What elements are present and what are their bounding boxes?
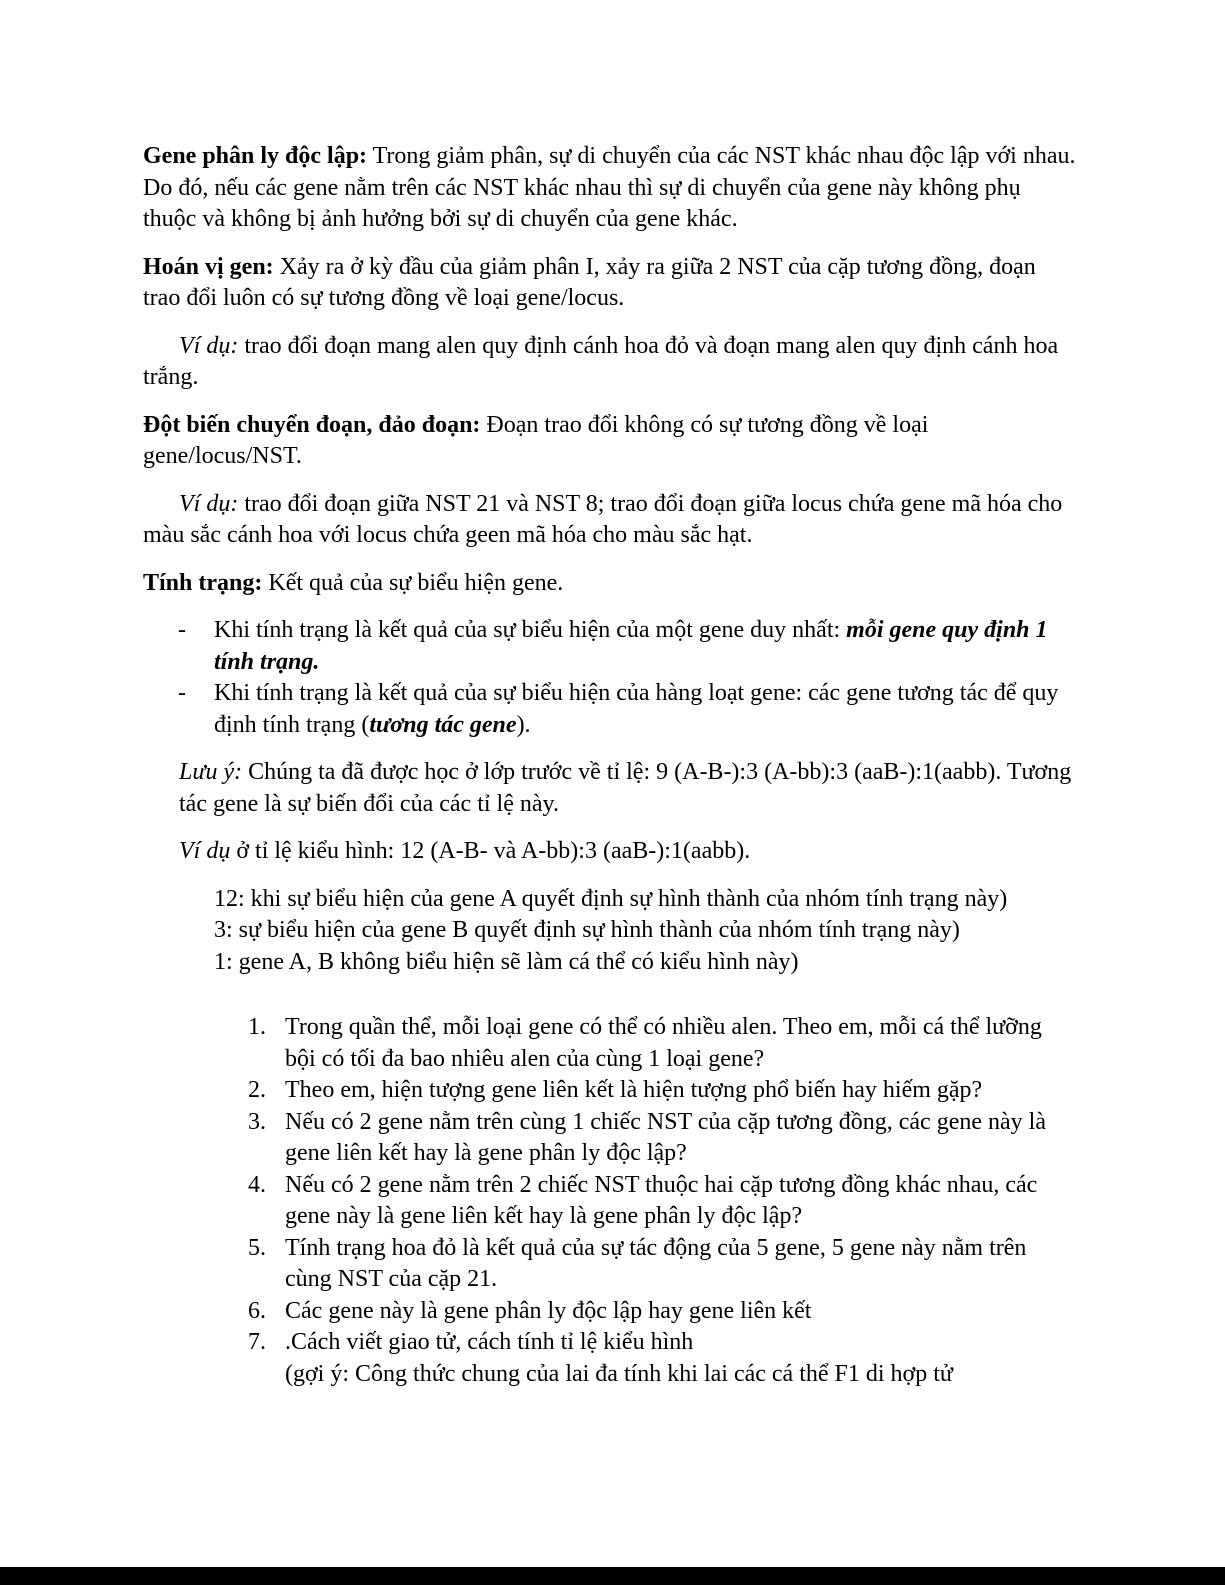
- question-item: [143, 1327, 1078, 1390]
- question-number: 3.: [248, 1108, 266, 1135]
- definition-crossover: Xảy ra ở kỳ đầu của giảm phân I, xảy ra giữa 2 NST của cặp tương đồng, đoạn trao đổi luôn có sự tương đồng về loại gene/locus.: [143, 253, 1036, 311]
- question-text: Theo em, hiện tượng gene liên kết là hiện tượng phổ biến hay hiếm gặp?: [285, 1077, 983, 1103]
- example-text: trao đổi đoạn mang alen quy định cánh hoa đỏ và đoạn mang alen quy định cánh hoa trắng.: [143, 332, 1059, 390]
- definition-mutation: Đoạn trao đổi không có sự tương đồng về loại gene/locus/NST.: [143, 411, 929, 469]
- question-number: 4.: [248, 1171, 266, 1198]
- trait-bullet-list: [143, 615, 1078, 741]
- question-text: Nếu có 2 gene nằm trên 2 chiếc NST thuộc hai cặp tương đồng khác nhau, các gene này là gene liên kết hay là gene phân ly độc lập?: [285, 1171, 1038, 1229]
- bullet-text: Khi tính trạng là kết quả của sự biểu hiện của hàng loạt gene: các gene tương tác để quy định tính trạng (: [214, 680, 1059, 738]
- question-number: 2.: [248, 1077, 266, 1103]
- term-mutation: Đột biến chuyển đoạn, đảo đoạn:: [143, 411, 481, 438]
- ratio-explanation-lines: [214, 884, 1078, 979]
- example-text: ở tỉ lệ kiểu hình: 12 (A-B- và A-bb):3 (aaB-):1(aabb).: [230, 838, 751, 864]
- question-item: [143, 1075, 1078, 1107]
- question-text: .Cách viết giao tử, cách tính tỉ lệ kiểu hình: [285, 1329, 694, 1355]
- ratio-line: 1: gene A, B không biểu hiện sẽ làm cá thể có kiểu hình này): [214, 948, 799, 975]
- paragraph-mutation: [143, 410, 1078, 473]
- question-list: [143, 1012, 1078, 1390]
- question-item: [143, 1012, 1078, 1075]
- example-label: Ví dụ:: [179, 332, 239, 359]
- question-text: Trong quần thể, mỗi loại gene có thể có nhiều alen. Theo em, mỗi cá thể lưỡng bội có tối đa bao nhiêu alen của cùng 1 loại gene?: [285, 1014, 1042, 1072]
- question-item: [143, 1170, 1078, 1233]
- list-item: [143, 678, 1078, 741]
- question-hint: (gợi ý: Công thức chung của lai đa tính khi lai các cá thể F1 di hợp tử: [285, 1360, 953, 1387]
- question-text: Tính trạng hoa đỏ là kết quả của sự tác động của 5 gene, 5 gene này nằm trên cùng NST của cặp 21.: [285, 1234, 1027, 1292]
- bullet-emphasis: tương tác gene: [369, 711, 517, 738]
- bullet-emphasis: mỗi gene quy định 1 tính trạng.: [214, 617, 1048, 675]
- bullet-text: Khi tính trạng là kết quả của sự biểu hiện của một gene duy nhất:: [214, 617, 847, 643]
- term-crossover: Hoán vị gen:: [143, 253, 274, 280]
- dash-marker: -: [178, 617, 186, 643]
- term-trait: Tính trạng:: [143, 569, 263, 596]
- question-item: [143, 1233, 1078, 1296]
- page-bottom-border: [0, 1567, 1225, 1585]
- question-text: Các gene này là gene phân ly độc lập hay gene liên kết: [285, 1297, 812, 1324]
- example-label: Ví dụ: [179, 838, 231, 864]
- note-text: Chúng ta đã được học ở lớp trước về tỉ lệ: 9 (A-B-):3 (A-bb):3 (aaB-):1(aabb). Tương tác gene là sự biến đổi của các tỉ lệ này.: [179, 759, 1072, 817]
- bullet-tail: ).: [516, 711, 531, 738]
- question-item: [143, 1296, 1078, 1328]
- question-item: [143, 1107, 1078, 1170]
- paragraph-trait: [143, 568, 1078, 600]
- term-independent-assortment: Gene phân ly độc lập:: [143, 143, 368, 169]
- definition-independent-assortment: Trong giảm phân, sự di chuyển của các NST khác nhau độc lập với nhau. Do đó, nếu các gene nằm trên các NST khác nhau thì sự di chuyển của gene này không phụ thuộc và không bị ảnh hưởng bởi sự di chuyển của gene khác.: [143, 143, 1076, 232]
- paragraph-mutation-example: [143, 489, 1078, 552]
- paragraph-note: [179, 757, 1078, 820]
- document-page: [143, 141, 1078, 1390]
- dash-marker: -: [178, 680, 186, 706]
- question-number: 6.: [248, 1297, 266, 1324]
- ratio-line: 12: khi sự biểu hiện của gene A quyết định sự hình thành của nhóm tính trạng này): [214, 885, 1008, 912]
- paragraph-ratio-example: [179, 836, 1078, 868]
- question-number: 7.: [248, 1329, 266, 1355]
- ratio-line: 3: sự biểu hiện của gene B quyết định sự hình thành của nhóm tính trạng này): [214, 917, 960, 943]
- question-number: 5.: [248, 1234, 266, 1261]
- paragraph-crossover-example: [143, 331, 1078, 394]
- paragraph-crossover: [143, 252, 1078, 315]
- example-label: Ví dụ:: [179, 490, 239, 517]
- paragraph-independent-assortment: [143, 141, 1078, 236]
- note-label: Lưu ý:: [179, 759, 243, 785]
- definition-trait: Kết quả của sự biểu hiện gene.: [262, 569, 564, 596]
- example-text: trao đổi đoạn giữa NST 21 và NST 8; trao đổi đoạn giữa locus chứa gene mã hóa cho màu sắc cánh hoa với locus chứa geen mã hóa cho màu sắc hạt.: [143, 490, 1063, 548]
- question-text: Nếu có 2 gene nằm trên cùng 1 chiếc NST của cặp tương đồng, các gene này là gene liên kết hay là gene phân ly độc lập?: [285, 1108, 1046, 1166]
- question-number: 1.: [248, 1014, 266, 1040]
- list-item: [143, 615, 1078, 678]
